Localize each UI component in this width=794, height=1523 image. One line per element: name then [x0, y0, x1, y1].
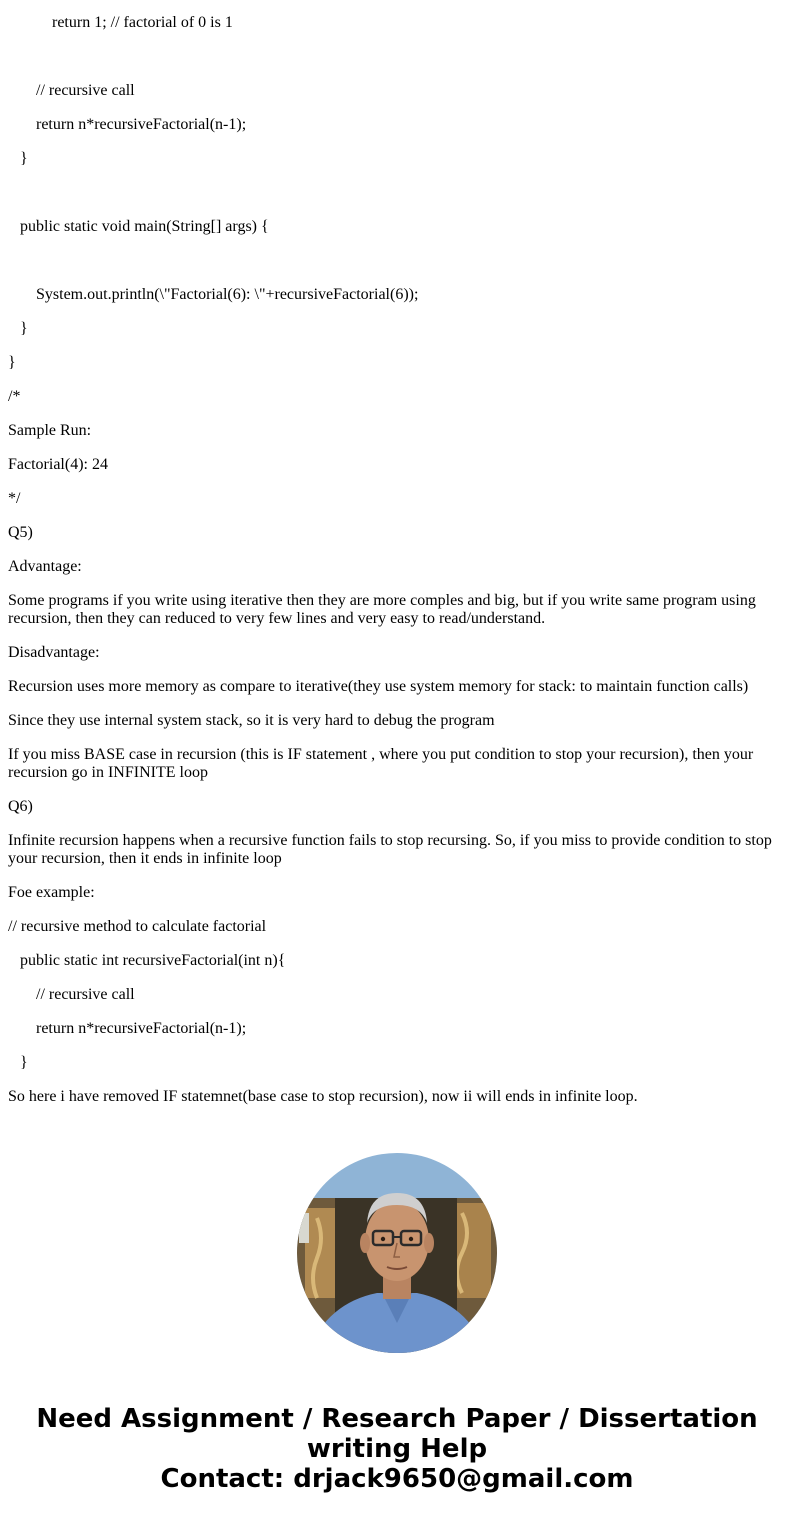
q5-heading: Q5) [8, 524, 33, 541]
disadvantage-label: Disadvantage: [8, 644, 100, 661]
code-close-brace-main: } [20, 320, 28, 337]
code-comment-recursive: // recursive call [36, 82, 135, 99]
code-close-brace-method: } [20, 150, 28, 167]
code-return-call: return n*recursiveFactorial(n-1); [36, 1020, 247, 1037]
code-method-signature: public static int recursiveFactorial(int n){ [20, 952, 286, 969]
author-portrait-image [297, 1153, 497, 1353]
disadvantage-item-3: If you miss BASE case in recursion (this is IF statement , where you put condition to stop your recursion), then your recursion go in INFINITE loop [8, 746, 758, 781]
code-comment-close: */ [8, 490, 21, 507]
disadvantage-item-1: Recursion uses more memory as compare to iterative(they use system memory for stack: to maintain function calls) [8, 678, 749, 695]
code-comment-method: // recursive method to calculate factorial [8, 918, 267, 935]
q6-explanation: Infinite recursion happens when a recursive function fails to stop recursing. So, if you miss to provide condition to stop your recursion, then it ends in infinite loop [8, 832, 776, 867]
code-comment-call: // recursive call [36, 986, 135, 1003]
q6-conclusion: So here i have removed IF statemnet(base case to stop recursion), now ii will ends in infinite loop. [8, 1088, 638, 1105]
code-return-base: return 1; // factorial of 0 is 1 [52, 14, 233, 31]
code-return-recursive: return n*recursiveFactorial(n-1); [36, 116, 247, 133]
promo-contact: Contact: drjack9650@gmail.com [160, 1464, 634, 1494]
advantage-text: Some programs if you write using iterative then they are more comples and big, but if you write same program using recursion, then they can reduced to very few lines and very easy to read/understand. [8, 592, 760, 627]
code-comment-open: /* [8, 388, 21, 405]
code-close-brace: } [20, 1054, 28, 1071]
q6-heading: Q6) [8, 798, 33, 815]
promo-line-1: Need Assignment / Research Paper / Dissertation [36, 1404, 758, 1434]
author-avatar [297, 1153, 497, 1353]
disadvantage-item-2: Since they use internal system stack, so it is very hard to debug the program [8, 712, 495, 729]
code-main-signature: public static void main(String[] args) { [20, 218, 269, 235]
promo-line-2: writing Help [306, 1434, 488, 1464]
code-println: System.out.println(\"Factorial(6): \"+recursiveFactorial(6)); [36, 286, 419, 303]
sample-run-label: Sample Run: [8, 422, 92, 439]
code-close-brace-class: } [8, 354, 16, 371]
example-label: Foe example: [8, 884, 95, 901]
advantage-label: Advantage: [8, 558, 82, 575]
sample-output: Factorial(4): 24 [8, 456, 108, 473]
